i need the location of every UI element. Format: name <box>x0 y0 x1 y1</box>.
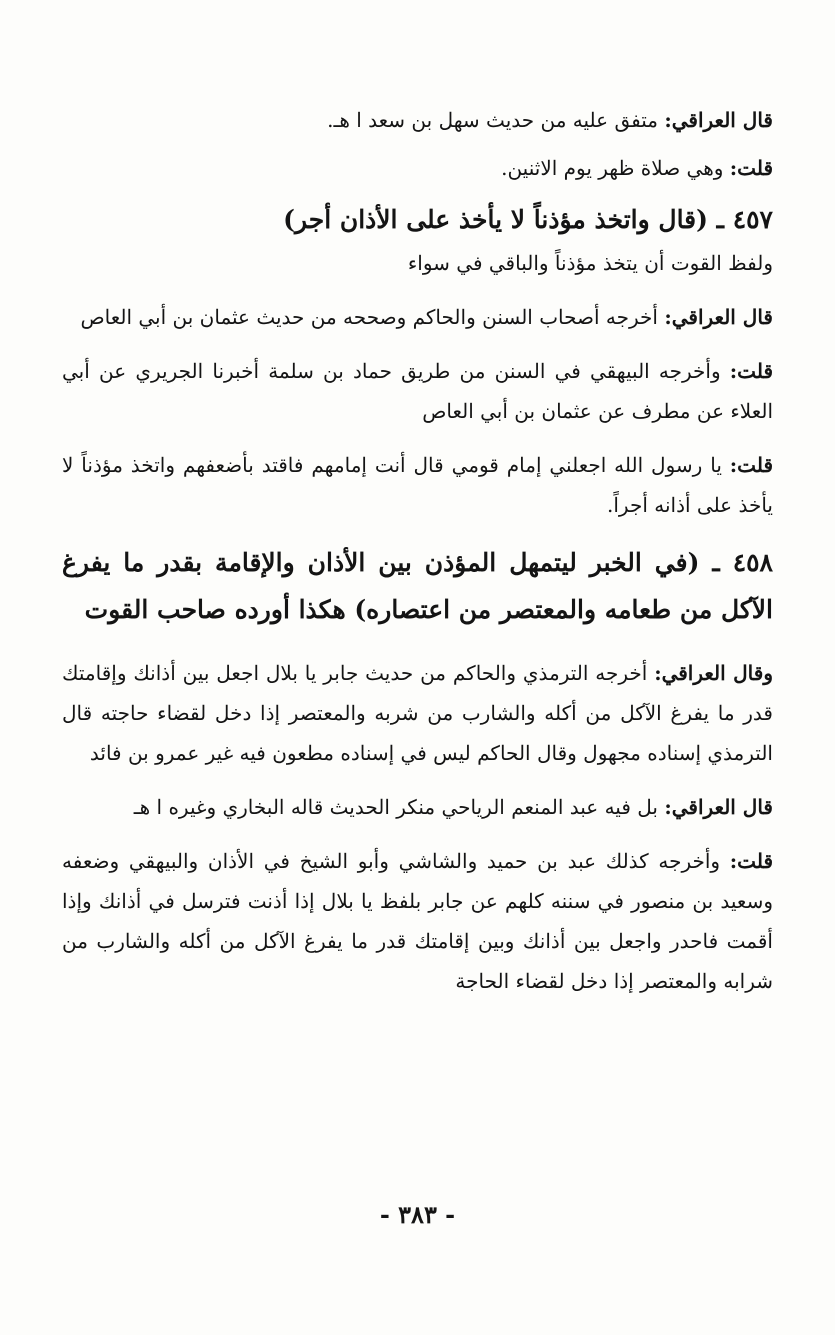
hadith-heading-text: (في الخبر ليتمهل المؤذن بين الأذان والإقامة بقدر ما يفرغ الآكل من طعامه والمعتصر من اعتصاره) هكذا أورده صاحب القوت <box>62 548 773 624</box>
paragraph-iraqi-2 <box>62 297 773 337</box>
paragraph-text: متفق عليه من حديث سهل بن سعد ا هـ. <box>327 108 665 132</box>
paragraph-qultu-4 <box>62 841 773 1001</box>
speaker-label: قال العراقي: <box>664 305 773 329</box>
speaker-label: قال العراقي: <box>664 795 773 819</box>
paragraph-text: أخرجه أصحاب السنن والحاكم وصححه من حديث عثمان بن أبي العاص <box>80 305 665 329</box>
hadith-heading-457 <box>62 196 773 243</box>
paragraph-qultu-2 <box>62 351 773 431</box>
paragraph-text: وأخرجه كذلك عبد بن حميد والشاشي وأبو الشيخ في الأذان والبيهقي وضعفه وسعيد بن منصور في سننه كلهم عن جابر بلفظ يا بلال إذا أذنت فترسل في أذانك وإذا أقمت فاحدر واجعل بين أذانك وبين إقامتك قدر ما يفرغ الآكل من أكله والشارب من شرابه والمعتصر إذا دخل لقضاء الحاجة <box>62 849 773 993</box>
speaker-label: قلت: <box>729 156 773 180</box>
paragraph-qut-wording <box>62 243 773 283</box>
paragraph-text: وهي صلاة ظهر يوم الاثنين. <box>501 156 730 180</box>
page-number: - ٣٨٣ - <box>379 1200 456 1229</box>
hadith-separator: ـ <box>707 205 733 234</box>
paragraph-iraqi-3 <box>62 653 773 773</box>
speaker-label: قلت: <box>729 359 773 383</box>
hadith-heading-458 <box>62 539 773 633</box>
paragraph-text: وأخرجه البيهقي في السنن من طريق حماد بن سلمة أخبرنا الجريري عن أبي العلاء عن مطرف عن عثمان بن أبي العاص <box>62 359 773 423</box>
speaker-label: قلت: <box>729 453 773 477</box>
paragraph-text: يا رسول الله اجعلني إمام قومي قال أنت إمامهم فاقتد بأضعفهم واتخذ مؤذناً لا يأخذ على أذانه أجراً. <box>62 453 773 517</box>
hadith-separator: ـ <box>699 548 733 577</box>
speaker-label: قال العراقي: <box>664 108 773 132</box>
hadith-number: ٤٥٨ <box>732 548 773 577</box>
speaker-label: وقال العراقي: <box>654 661 773 685</box>
speaker-label: قلت: <box>729 849 773 873</box>
paragraph-iraqi-1 <box>62 100 773 140</box>
hadith-heading-text: (قال واتخذ مؤذناً لا يأخذ على الأذان أجر) <box>283 205 708 234</box>
paragraph-text: ولفظ القوت أن يتخذ مؤذناً والباقي في سواء <box>407 251 773 275</box>
hadith-number: ٤٥٧ <box>732 205 773 234</box>
paragraph-iraqi-4 <box>62 787 773 827</box>
paragraph-qultu-3 <box>62 445 773 525</box>
paragraph-text: أخرجه الترمذي والحاكم من حديث جابر يا بلال اجعل بين أذانك وإقامتك قدر ما يفرغ الآكل من أكله والشارب من شربه والمعتصر إذا دخل لقضاء حاجته قال الترمذي إسناده مجهول وقال الحاكم ليس في إسناده مطعون فيه غير عمرو بن فائد <box>62 661 773 765</box>
paragraph-text: بل فيه عبد المنعم الرياحي منكر الحديث قاله البخاري وغيره ا هـ <box>133 795 665 819</box>
paragraph-qultu-1 <box>62 148 773 188</box>
